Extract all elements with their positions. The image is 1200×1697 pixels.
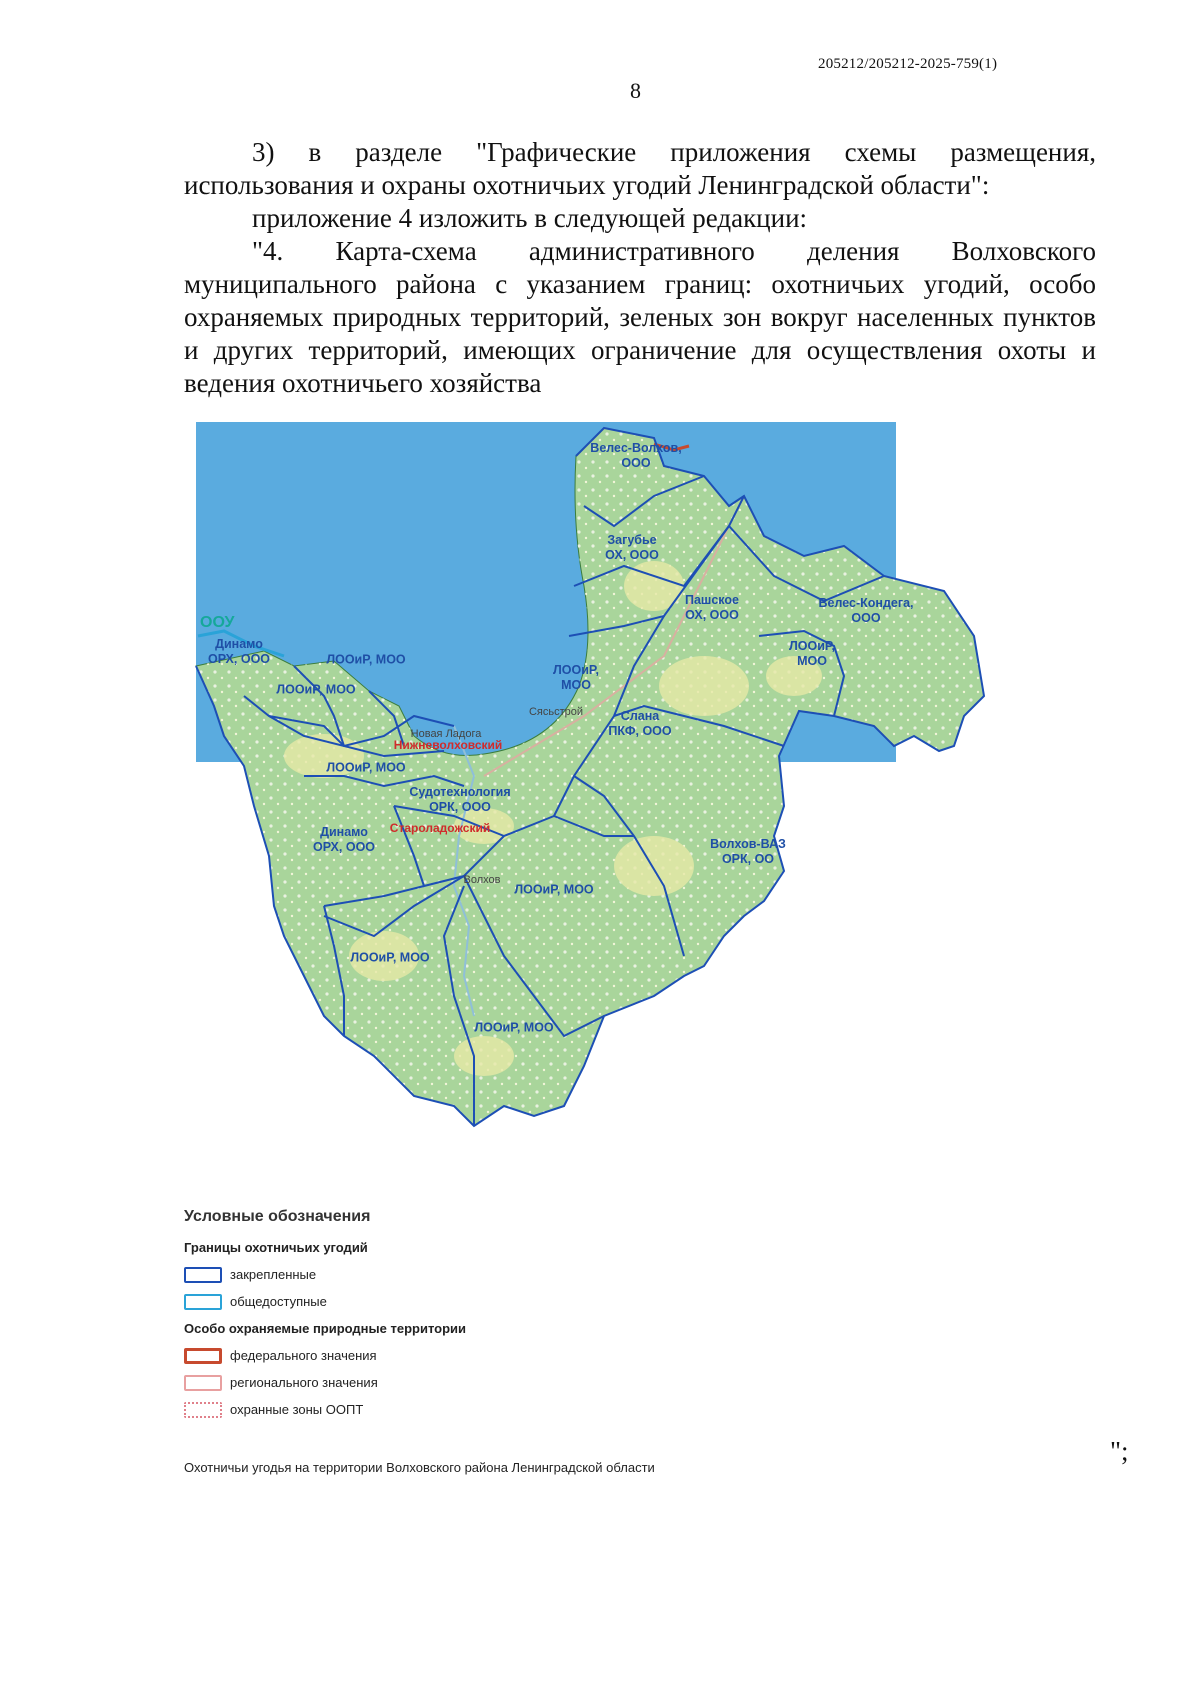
area-line1: Слана	[620, 709, 660, 723]
area-line1: Волхов-ВАЗ	[710, 837, 786, 851]
area-label-veles-volkhov	[590, 441, 681, 471]
area-line2: ООО	[621, 456, 651, 470]
area-label-dinamo-nw	[208, 637, 270, 667]
legend-row-public	[184, 1288, 466, 1315]
closing-quote: ";	[1110, 1436, 1129, 1466]
legend-row-regional	[184, 1369, 466, 1396]
area-line2: ОРХ, ООО	[312, 840, 376, 854]
area-label-looir-s: ЛООиР, МОО	[474, 1020, 554, 1035]
area-line2: ОРХ, ООО	[207, 652, 271, 666]
area-label-slana	[608, 709, 671, 739]
town-nizhnevolkhovsky: Нижневолховский	[393, 738, 503, 752]
legend-group-hunting: Границы охотничьих угодий	[184, 1240, 368, 1255]
area-line2: ОХ, ООО	[605, 548, 659, 562]
area-line2: ООО	[851, 611, 881, 625]
town-staroladozhsky: Староладожский	[389, 821, 491, 835]
area-label-dinamo-w	[313, 825, 375, 855]
area-label-looir-mid: ЛООиР, МОО	[326, 760, 406, 775]
area-line1: Загубье	[607, 533, 657, 547]
area-label-looir-se: ЛООиР, МОО	[514, 882, 594, 897]
map	[184, 416, 1064, 1246]
area-label-pashskoe	[685, 593, 739, 623]
legend-label-assigned: закрепленные	[230, 1267, 317, 1282]
legend	[184, 1208, 466, 1423]
area-line2: ОРК, ОО	[721, 852, 775, 866]
paragraph-1: 3) в разделе "Графические приложения схемы размещения, использования и охраны охотничьих угодий Ленинградской области":	[184, 137, 1096, 200]
area-label-looir-coast: ЛООиР, МОО	[326, 652, 406, 667]
area-label-sudotekh	[409, 785, 510, 815]
area-label-veles-kondega	[819, 596, 914, 626]
area-line1: Динамо	[320, 825, 368, 839]
doc-id: 205212/205212-2025-759(1)	[818, 56, 998, 72]
area-line2: ОРК, ООО	[429, 800, 491, 814]
body-text	[184, 136, 1096, 400]
swatch-regional	[184, 1375, 222, 1391]
legend-row-zones	[184, 1396, 466, 1423]
field-patch	[454, 1036, 514, 1076]
area-label-looir-east	[789, 639, 835, 669]
area-line2: ПКФ, ООО	[608, 724, 672, 738]
area-label-volkhov-vaz	[710, 837, 786, 867]
area-line2: ОХ, ООО	[685, 608, 739, 622]
swatch-assigned	[184, 1267, 222, 1283]
field-patch	[659, 656, 749, 716]
page-number: 8	[630, 78, 641, 103]
legend-label-federal: федерального значения	[230, 1348, 377, 1363]
place-volkhov: Волхов	[463, 874, 501, 886]
area-label-looir-center-n	[553, 663, 599, 693]
swatch-zones	[184, 1402, 222, 1418]
area-line1: Велес-Кондега,	[818, 596, 914, 610]
swatch-federal	[184, 1348, 222, 1364]
area-label-zagubye	[605, 533, 659, 563]
swatch-public	[184, 1294, 222, 1310]
place-syasstroy: Сясьстрой	[528, 706, 584, 718]
area-label-looir-sw: ЛООиР, МОО	[350, 950, 430, 965]
area-line1: Велес-Волхов,	[590, 441, 682, 455]
area-label-looir-west: ЛООиР, МОО	[276, 682, 356, 697]
area-line1: Судотехнология	[409, 785, 511, 799]
area-line1: Пашское	[685, 593, 739, 607]
map-caption: Охотничьи угодья на территории Волховского района Ленинградской области	[184, 1460, 655, 1475]
legend-label-public: общедоступные	[230, 1294, 327, 1309]
oopt-label: ООУ	[200, 614, 235, 631]
paragraph-2: приложение 4 изложить в следующей редакции:	[252, 203, 808, 233]
paragraph-3: "4. Карта-схема административного деления Волховского муниципального района с указанием границ: охотничьих угодий, особо охраняемых природных территорий, зеленых зон вокруг населенных пунктов и других территорий, имеющих ограничение для осуществления охоты и ведения охотничьего хозяйства	[184, 236, 1096, 398]
area-line2: МОО	[561, 678, 591, 692]
area-line1: ЛООиР,	[553, 663, 599, 677]
legend-label-regional: регионального значения	[230, 1375, 378, 1390]
legend-label-zones: охранные зоны ООПТ	[230, 1402, 364, 1417]
place-novaya-ladoga: Новая Ладога	[410, 728, 482, 740]
area-line1: Динамо	[215, 637, 263, 651]
legend-title: Условные обозначения	[184, 1208, 371, 1225]
legend-row-assigned	[184, 1261, 466, 1288]
area-line2: МОО	[797, 654, 827, 668]
legend-row-federal	[184, 1342, 466, 1369]
area-line1: ЛООиР,	[789, 639, 835, 653]
field-patch	[614, 836, 694, 896]
legend-group-protected: Особо охраняемые природные территории	[184, 1321, 467, 1336]
